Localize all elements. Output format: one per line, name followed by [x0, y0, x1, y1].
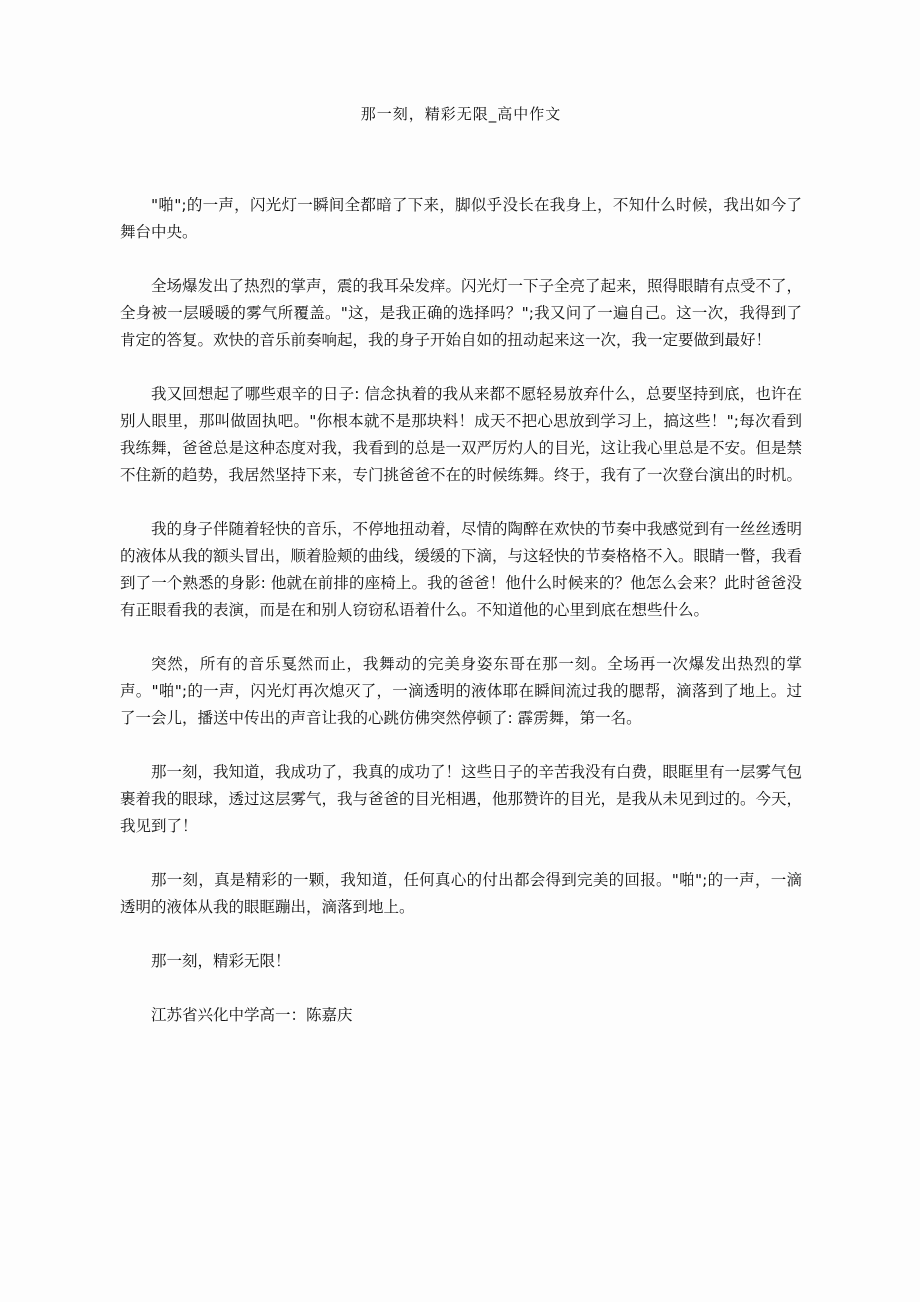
paragraph-8: 那一刻，精彩无限！ — [151, 952, 291, 970]
author-line: 江苏省兴化中学高一：陈嘉庆 — [151, 1006, 353, 1024]
paragraph-3: 我又回想起了哪些艰辛的日子: 信念执着的我从来都不愿轻易放弃什么，总要坚持到底，也许在别人眼里，那叫做固执吧。"你根本就不是那块料！成天不把心思放到学习上，搞这些！";每次看到我练舞，爸爸总是这种态度对我，我看到的总是一双严厉灼人的目光，这让我心里总是不安。但是禁不住新的趋势，我居然坚持下来，专门挑爸爸不在的时候练舞。终于，我有了一次登台演出的时机。 — [120, 385, 803, 484]
paragraph-6: 那一刻，我知道，我成功了，我真的成功了！这些日子的辛苦我没有白费，眼眶里有一层雾气包裹着我的眼球，透过这层雾气，我与爸爸的目光相遇，他那赞许的目光，是我从未见到过的。今天，我见到了！ — [120, 763, 803, 835]
paragraph-5: 突然，所有的音乐戛然而止，我舞动的完美身姿东哥在那一刻。全场再一次爆发出热烈的掌声。"啪";的一声，闪光灯再次熄灭了，一滴透明的液体耶在瞬间流过我的腮帮，滴落到了地上。过了一会儿，播送中传出的声音让我的心跳仿佛突然停顿了: 霹雳舞，第一名。 — [120, 655, 802, 727]
paragraph-7: 那一刻，真是精彩的一颗，我知道，任何真心的付出都会得到完美的回报。"啪";的一声，一滴透明的液体从我的眼眶蹦出，滴落到地上。 — [120, 871, 802, 916]
paragraph-1: "啪";的一声，闪光灯一瞬间全都暗了下来，脚似乎没长在我身上，不知什么时候，我出如今了舞台中央。 — [120, 196, 802, 241]
paragraph-4: 我的身子伴随着轻快的音乐，不停地扭动着，尽情的陶醉在欢快的节奏中我感觉到有一丝丝透明的液体从我的额头冒出，顺着脸颊的曲线，缓缓的下滴，与这轻快的节奏格格不入。眼睛一瞥，我看到了一个熟悉的身影: 他就在前排的座椅上。我的爸爸！他什么时候来的？他怎么会来？此时爸爸没有正眼看我的表演，而是在和别人窃窃私语着什么。不知道他的心里到底在想些什么。 — [120, 520, 803, 619]
document-title: 那一刻，精彩无限_高中作文 — [360, 105, 562, 123]
paragraph-2: 全场爆发出了热烈的掌声，震的我耳朵发痒。闪光灯一下子全亮了起来，照得眼睛有点受不了，全身被一层暖暖的雾气所覆盖。"这，是我正确的选择吗？";我又问了一遍自己。这一次，我得到了肯定的答复。欢快的音乐前奏响起，我的身子开始自如的扭动起来这一次，我一定要做到最好！ — [120, 277, 803, 349]
